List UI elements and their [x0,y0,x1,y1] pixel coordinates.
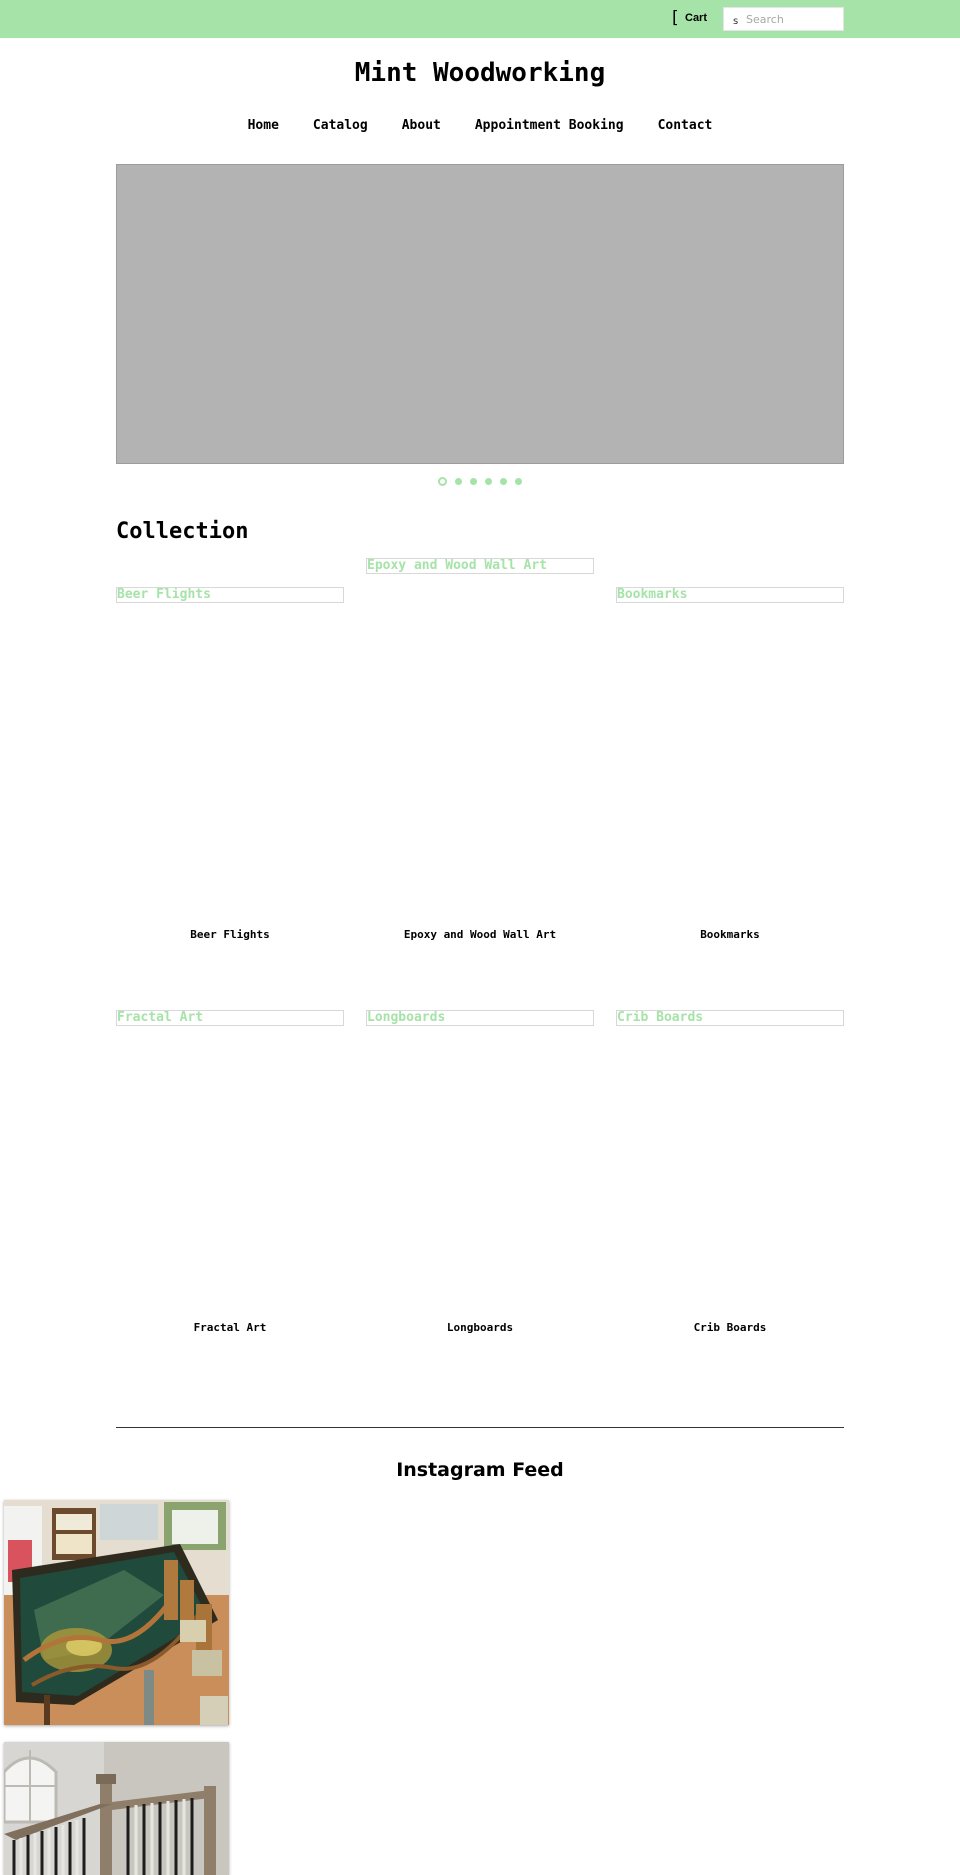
nav-item-contact[interactable]: Contact [657,118,713,133]
collection-label-beer-flights[interactable]: Beer Flights [190,928,270,941]
collection-image-beer-flights[interactable]: Beer Flights [116,587,344,603]
collection-image-fractal-art[interactable]: Fractal Art [116,1010,344,1026]
nav-item-about[interactable]: About [401,118,441,133]
cart-link[interactable]: Cart [685,12,708,24]
site-title[interactable]: Mint Woodworking [354,58,606,88]
collection-image-longboards[interactable]: Longboards [366,1010,594,1026]
collection-label-epoxy-wall-art[interactable]: Epoxy and Wood Wall Art [403,928,557,941]
collection-label-crib-boards[interactable]: Crib Boards [693,1321,767,1334]
collection-image-bookmarks[interactable]: Bookmarks [616,587,844,603]
nav-item-appointment-booking[interactable]: Appointment Booking [474,118,624,133]
collection-image-crib-boards[interactable]: Crib Boards [616,1010,844,1026]
slideshow-dot[interactable] [515,478,522,485]
nav-item-home[interactable]: Home [247,118,279,133]
epoxy-table-photo [4,1500,229,1725]
instagram-feed-title: Instagram Feed [396,1459,564,1481]
collection-label-fractal-art[interactable]: Fractal Art [193,1321,267,1334]
hero-slideshow[interactable] [116,164,844,464]
slideshow-dots [0,477,960,486]
search-box[interactable] [723,7,844,31]
instagram-post-staircase[interactable] [4,1742,229,1875]
collection-label-longboards[interactable]: Longboards [446,1321,514,1334]
search-input[interactable] [746,10,840,28]
slideshow-dot[interactable] [438,477,447,486]
slideshow-dot[interactable] [500,478,507,485]
slideshow-dot[interactable] [485,478,492,485]
top-bar [0,0,960,38]
search-icon: s [733,16,739,27]
slideshow-dot[interactable] [455,478,462,485]
section-divider [116,1427,844,1428]
collection-label-bookmarks[interactable]: Bookmarks [700,928,760,941]
collection-image-epoxy-wall-art[interactable]: Epoxy and Wood Wall Art [366,558,594,574]
instagram-post-table[interactable] [4,1500,229,1725]
cart-icon[interactable]: [ [672,8,679,28]
collection-title: Collection [116,519,249,544]
staircase-photo [4,1742,229,1875]
slideshow-dot[interactable] [470,478,477,485]
main-nav [0,118,960,133]
nav-item-catalog[interactable]: Catalog [312,118,368,133]
